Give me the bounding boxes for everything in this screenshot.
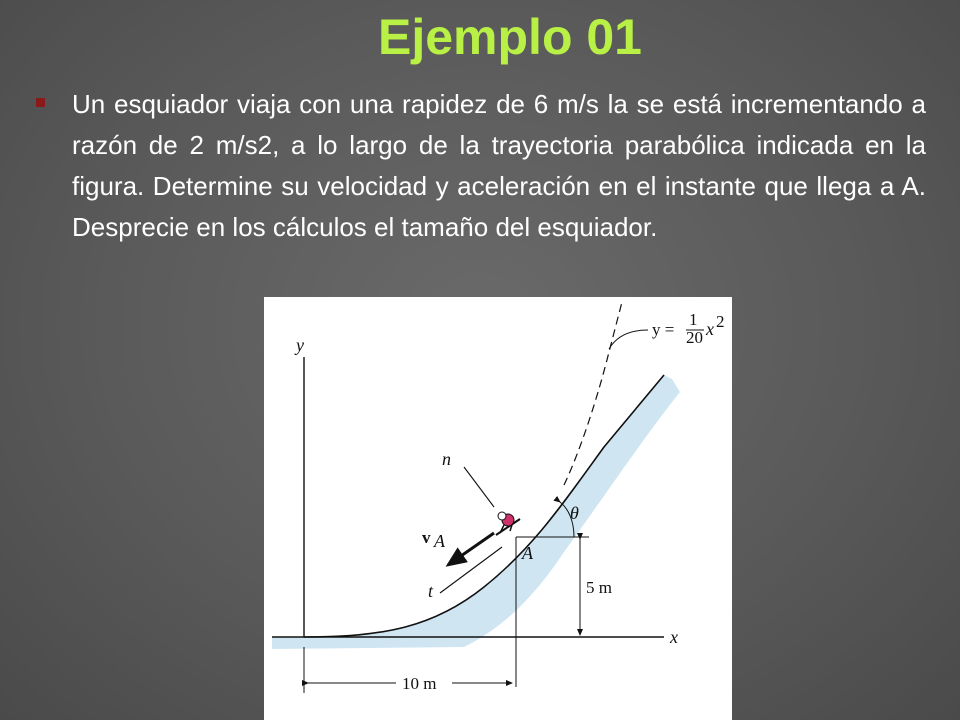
theta-label: θ	[570, 503, 579, 523]
normal-line	[464, 467, 494, 507]
normal-label: n	[442, 449, 451, 469]
width-dimension-label: 10 m	[402, 674, 437, 693]
x-axis-label: x	[670, 627, 678, 647]
velocity-subscript: A	[434, 531, 445, 551]
bullet-square-icon	[36, 98, 45, 107]
equation-variable: x	[706, 319, 714, 339]
problem-statement: Un esquiador viaja con una rapidez de 6 m/s la se está incrementando a razón de 2 m/s2, a lo largo de la trayectoria parabólica indicada en la figura. Determine su velocidad y aceleración en el instante que llega a A. Desprecie en los cálculos el tamaño del esquiador.	[72, 89, 926, 242]
skier-icon	[496, 512, 520, 535]
equation-numerator: 1	[689, 310, 698, 329]
diagram-canvas	[264, 297, 732, 720]
velocity-label: v	[422, 528, 431, 547]
tangent-label: t	[428, 581, 434, 601]
snow-slope	[272, 375, 680, 649]
equation-denominator: 20	[686, 328, 703, 347]
y-axis-label: y	[296, 335, 304, 355]
slide-title: Ejemplo 01	[378, 9, 642, 65]
point-a-label: A	[522, 543, 533, 563]
velocity-arrow	[448, 533, 494, 565]
equation-exponent: 2	[716, 312, 725, 331]
height-dimension-label: 5 m	[586, 578, 612, 597]
equation-lhs: y =	[652, 320, 675, 339]
equation-leader	[609, 330, 648, 349]
ski-slope-figure	[264, 297, 732, 720]
